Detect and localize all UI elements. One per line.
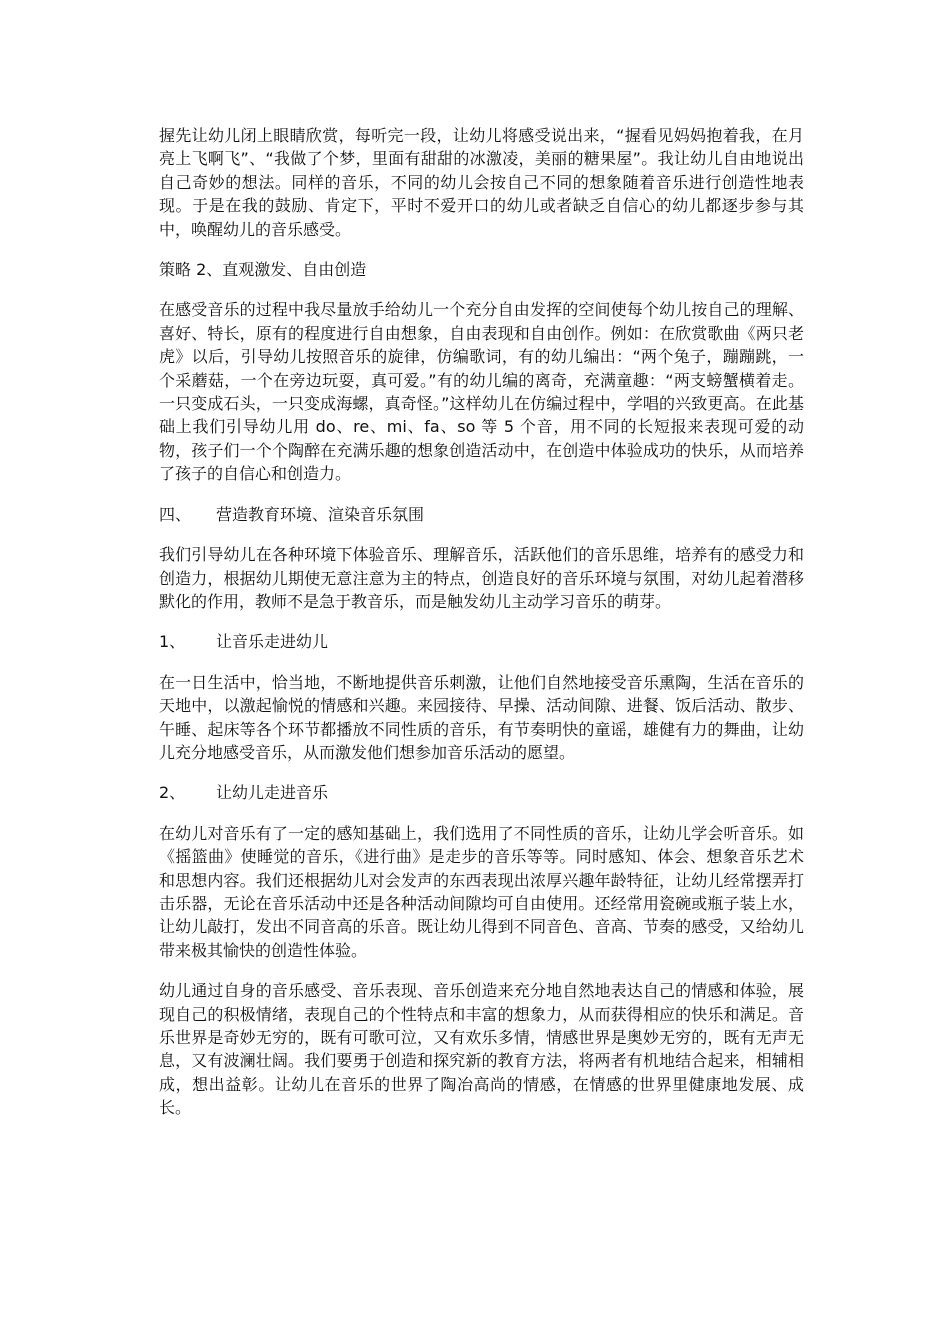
paragraph-1: 握先让幼儿闭上眼睛欣赏，每听完一段，让幼儿将感受说出来，“握看见妈妈抱着我，在月亮上飞啊飞”、“我做了个梦，里面有甜甜的冰激凌，美丽的糖果屋”。我让幼儿自由地说出自己奇妙的想法。同样的音乐，不同的幼儿会按自己不同的想象随着音乐进行创造性地表现。于是在我的鼓励、肯定下，平时不爱开口的幼儿或者缺乏自信心的幼儿都逐步参与其中，唤醒幼儿的音乐感受。 — [159, 126, 804, 239]
section-4-title: 营造教育环境、渲染音乐氛围 — [216, 504, 425, 524]
paragraph-4: 在一日生活中，恰当地，不断地提供音乐刺激，让他们自然地接受音乐熏陶，生活在音乐的天地中，以激起愉悦的情感和兴趣。来园接待、早操、活动间隙、进餐、饭后活动、散步、午睡、起床等各个环节都播放不同性质的音乐，有节奏明快的童谣，雄健有力的舞曲，让幼儿充分地感受音乐，从而激发他们想参加音乐活动的愿望。 — [159, 672, 804, 762]
paragraph-5: 在幼儿对音乐有了一定的感知基础上，我们选用了不同性质的音乐，让幼儿学会听音乐。如《摇篮曲》使睡觉的音乐，《进行曲》是走步的音乐等等。同时感知、体会、想象音乐艺术和思想内容。我们还根据幼儿对会发声的东西表现出浓厚兴趣年龄特征，让幼儿经常摆弄打击乐器，无论在音乐活动中还是各种活动间隙均可自由使用。还经常用瓷碗或瓶子装上水，让幼儿敲打，发出不同音高的乐音。既让幼儿得到不同音色、音高、节奏的感受，又给幼儿带来极其愉快的创造性体验。 — [159, 823, 804, 960]
subsection-1-heading — [159, 630, 804, 653]
subsection-2-number: 2、 — [159, 783, 186, 803]
section-4-heading — [159, 503, 804, 526]
subsection-1-number: 1、 — [159, 632, 186, 652]
document-page — [159, 124, 804, 1137]
subsection-1-title: 让音乐走进幼儿 — [216, 632, 329, 652]
subsection-2-title: 让幼儿走进音乐 — [216, 783, 329, 803]
strategy-2-heading: 策略 2、直观激发、自由创造 — [159, 260, 367, 280]
section-4-number: 四、 — [159, 504, 192, 524]
paragraph-3: 我们引导幼儿在各种环境下体验音乐、理解音乐，活跃他们的音乐思维，培养有的感受力和创造力，根据幼儿期使无意注意为主的特点，创造良好的音乐环境与氛围，对幼儿起着潜移默化的作用，教师不是急于教音乐，而是触发幼儿主动学习音乐的萌芽。 — [159, 545, 804, 611]
paragraph-2: 在感受音乐的过程中我尽量放手给幼儿一个充分自由发挥的空间使每个幼儿按自己的理解、喜好、特长，原有的程度进行自由想象，自由表现和自由创作。例如：在欣赏歌曲《两只老虎》以后，引导幼儿按照音乐的旋律，仿编歌词，有的幼儿编出：“两个兔子，蹦蹦跳，一个采蘑菇，一个在旁边玩耍，真可爱。”有的幼儿编的离奇，充满童趣：“两支螃蟹横着走。一只变成石头，一只变成海螺，真奇怪。”这样幼儿在仿编过程中，学唱的兴致更高。在此基础上我们引导幼儿用 do、re、mi、fa、so 等 5 个音，用不同的长短报来表现可爱的动物，孩子们一个个陶醉在充满乐趣的想象创造活动中，在创造中体验成功的快乐，从而培养了孩子的自信心和创造力。 — [159, 300, 804, 484]
subsection-2-heading — [159, 781, 804, 804]
paragraph-6: 幼儿通过自身的音乐感受、音乐表现、音乐创造来充分地自然地表达自己的情感和体验，展现自己的积极情绪，表现自己的个性特点和丰富的想象力，从而获得相应的快乐和满足。音乐世界是奇妙无穷的，既有可歌可泣，又有欢乐多情，情感世界是奥妙无穷的，既有无声无息，又有波澜壮阔。我们要勇于创造和探究新的教育方法，将两者有机地结合起来，相辅相成，想出益彰。让幼儿在音乐的世界了陶冶高尚的情感，在情感的世界里健康地发展、成长。 — [159, 981, 804, 1118]
